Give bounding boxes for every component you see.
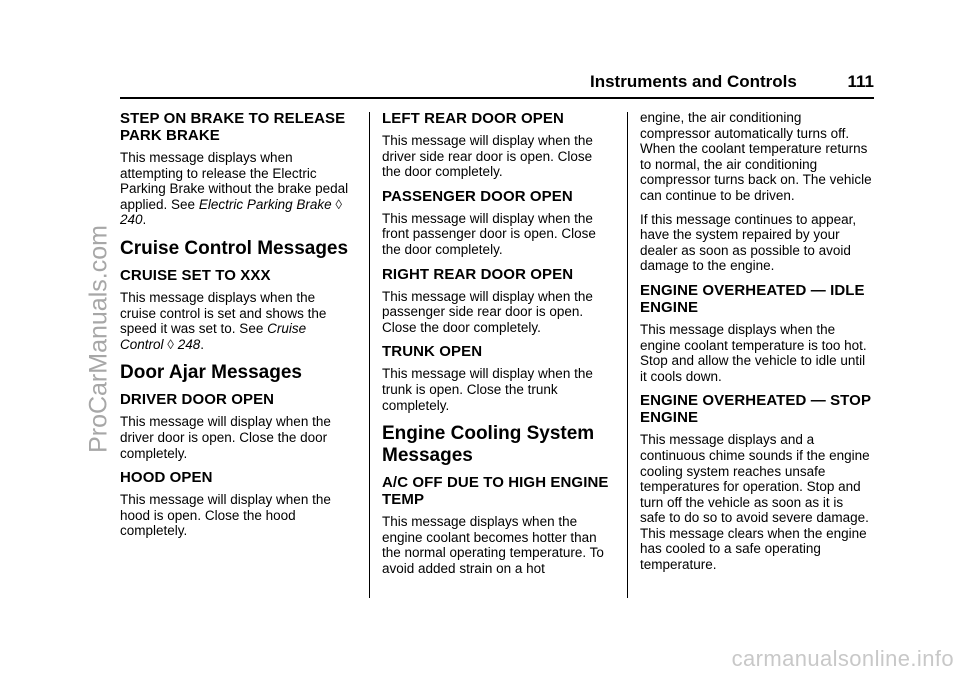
paragraph: This message will display when the front passenger door is open. Close the door completely. [382,210,596,257]
heading-step-on-brake: STEP ON BRAKE TO RELEASE PARK BRAKE [120,110,346,144]
heading-left-rear-door-open: LEFT REAR DOOR OPEN [382,110,564,127]
paragraph: This message will display when the driver door is open. Close the door completely. [120,414,331,461]
paragraph: engine, the air conditioning compressor automatically turns off. When the coolant temperature returns to normal, the air conditioning compressor turns back on. The vehicle can continue to be driven. [640,110,872,203]
heading-cruise-control-messages: Cruise Control Messages [120,237,349,259]
heading-cruise-set: CRUISE SET TO XXX [120,266,271,284]
section-title: Instruments and Controls [590,72,797,91]
column-divider [369,112,370,598]
column-divider [627,112,628,598]
heading-door-ajar-messages: Door Ajar Messages [120,362,302,384]
cross-reference-link[interactable]: Electric Parking Brake ◊ 240 [120,196,343,228]
page-number: 111 [847,72,874,91]
paragraph: This message displays when the engine coolant temperature is too hot. Stop and allow the vehicle to idle until it cools down. [640,321,867,384]
footer-watermark: carmanualsonline.info [731,646,954,671]
heading-hood-open: HOOD OPEN [120,469,213,487]
heading-right-rear-door-open: RIGHT REAR DOOR OPEN [382,265,574,283]
paragraph: This message will display when the driver side rear door is open. Close the door completely. [382,133,593,180]
paragraph: If this message continues to appear, have the system repaired by your dealer as soon as possible to avoid damage to the engine. [640,211,857,274]
column-2 [382,110,614,585]
page-ref-icon: ◊ [335,196,343,212]
heading-engine-cooling-system-messages: Engine Cooling System Messages [382,423,595,467]
page-ref-icon: ◊ [167,336,174,352]
header-rule [120,97,874,99]
heading-passenger-door-open: PASSENGER DOOR OPEN [382,187,573,205]
heading-trunk-open: TRUNK OPEN [382,343,483,361]
paragraph: This message displays when the cruise control is set and shows the speed it was set to. See Cruise Control ◊ 248. [120,289,327,352]
paragraph: This message will display when the hood is open. Close the hood completely. [120,492,331,539]
side-watermark-text: ProCarManuals.com [84,225,113,453]
heading-ac-off-high-engine-temp: A/C OFF DUE TO HIGH ENGINE TEMP [382,474,609,509]
paragraph: This message displays when attempting to release the Electric Parking Brake without the brake pedal applied. See Electric Parking Brake ◊ 240. [120,150,349,228]
paragraph: This message will display when the passenger side rear door is open. Close the door completely. [382,288,593,335]
paragraph: This message displays and a continuous chime sounds if the engine cooling system reaches unsafe temperatures for operation. Stop and turn off the vehicle as soon as it is safe to do so to avoid severe damage. This message clears when the engine has cooled to a safe operating temperature. [640,432,870,573]
column-3 [640,110,872,581]
heading-engine-overheated-idle: ENGINE OVERHEATED — IDLE ENGINE [640,281,865,316]
cross-reference-link[interactable]: Cruise Control ◊ 248 [120,321,307,352]
heading-engine-overheated-stop: ENGINE OVERHEATED — STOP ENGINE [640,392,871,427]
heading-driver-door-open: DRIVER DOOR OPEN [120,391,275,409]
paragraph: This message displays when the engine coolant becomes hotter than the normal operating temperature. To avoid added strain on a hot [382,514,604,576]
paragraph: This message will display when the trunk is open. Close the trunk completely. [382,366,593,413]
column-1 [120,110,352,547]
side-watermark [74,0,124,678]
